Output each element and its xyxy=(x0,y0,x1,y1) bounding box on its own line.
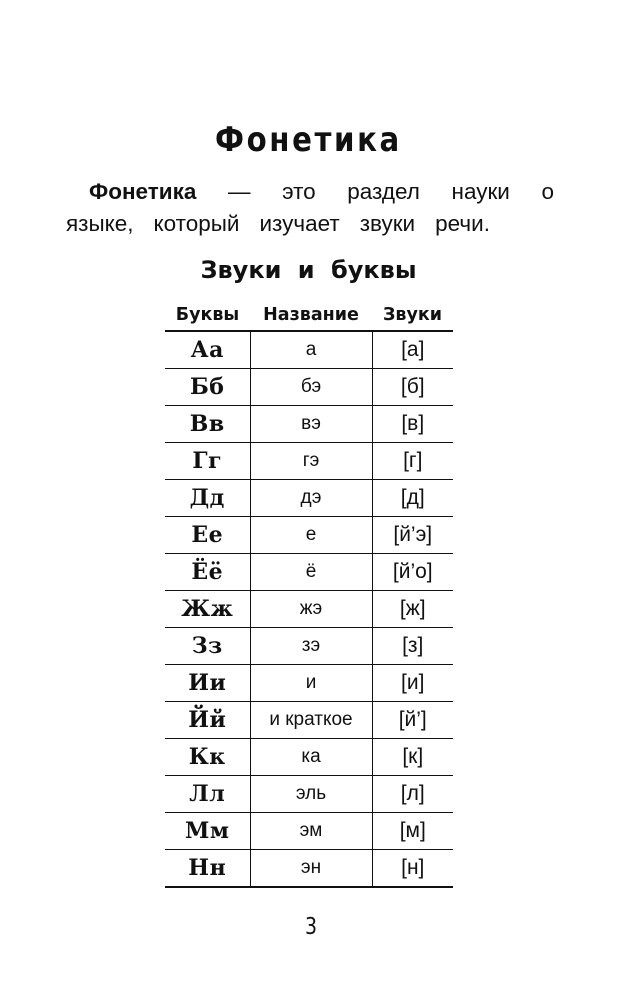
letter-name-cell: ё xyxy=(250,554,372,591)
page-number: 3 xyxy=(304,914,317,940)
intro-term: Фонетика xyxy=(89,179,197,204)
letter-cell: Бб xyxy=(165,369,250,406)
table-row xyxy=(165,591,453,628)
letter-name-cell: и краткое xyxy=(250,702,372,739)
table-row xyxy=(165,331,453,369)
intro-word: изучает xyxy=(259,211,340,236)
letter-name-cell: дэ xyxy=(250,480,372,517)
intro-word: о xyxy=(541,179,554,204)
letter-name-cell: жэ xyxy=(250,591,372,628)
sound-cell: [б] xyxy=(372,369,453,406)
sound-cell: [и] xyxy=(372,665,453,702)
letter-cell: Ее xyxy=(165,517,250,554)
table-row xyxy=(165,443,453,480)
column-header-letters: Буквы xyxy=(165,300,250,331)
letter-name-cell: ка xyxy=(250,739,372,776)
column-header-sounds: Звуки xyxy=(372,300,453,331)
intro-line-2 xyxy=(66,208,554,240)
letter-name-cell: бэ xyxy=(250,369,372,406)
sound-cell: [м] xyxy=(372,813,453,850)
sound-cell: [л] xyxy=(372,776,453,813)
intro-word: который xyxy=(153,211,240,236)
letter-cell: Кк xyxy=(165,739,250,776)
alphabet-table xyxy=(165,300,453,888)
intro-word: это xyxy=(282,179,316,204)
sound-cell: [а] xyxy=(372,331,453,369)
sound-cell: [з] xyxy=(372,628,453,665)
intro-word: звуки xyxy=(359,211,416,236)
letter-cell: Гг xyxy=(165,443,250,480)
letter-cell: Зз xyxy=(165,628,250,665)
intro-word: раздел xyxy=(347,179,420,204)
sound-cell: [н] xyxy=(372,850,453,888)
table-row xyxy=(165,517,453,554)
intro-word: науки xyxy=(451,179,510,204)
intro-word: речи. xyxy=(435,211,490,236)
table-row xyxy=(165,776,453,813)
letter-name-cell: эм xyxy=(250,813,372,850)
letter-cell: Вв xyxy=(165,406,250,443)
table-row xyxy=(165,406,453,443)
table-row xyxy=(165,850,453,888)
letter-cell: Мм xyxy=(165,813,250,850)
sound-cell: [й’о] xyxy=(372,554,453,591)
letter-name-cell: е xyxy=(250,517,372,554)
table-header-row xyxy=(165,300,453,331)
table-row xyxy=(165,739,453,776)
intro-word: языке, xyxy=(66,211,134,236)
letter-cell: Лл xyxy=(165,776,250,813)
table-row xyxy=(165,369,453,406)
letter-cell: Ёё xyxy=(165,554,250,591)
letter-cell: Аа xyxy=(165,331,250,369)
section-heading: Звуки и буквы xyxy=(200,256,417,284)
table-row xyxy=(165,554,453,591)
intro-line-1 xyxy=(66,176,554,208)
letter-name-cell: гэ xyxy=(250,443,372,480)
intro-word: — xyxy=(228,179,251,204)
letter-name-cell: а xyxy=(250,331,372,369)
sound-cell: [в] xyxy=(372,406,453,443)
letter-cell: Нн xyxy=(165,850,250,888)
letter-cell: Ии xyxy=(165,665,250,702)
sound-cell: [к] xyxy=(372,739,453,776)
table-row xyxy=(165,702,453,739)
sound-cell: [ж] xyxy=(372,591,453,628)
letter-cell: Жж xyxy=(165,591,250,628)
letter-cell: Йй xyxy=(165,702,250,739)
table-row xyxy=(165,665,453,702)
sound-cell: [й’э] xyxy=(372,517,453,554)
column-header-name: Название xyxy=(250,300,372,331)
letter-name-cell: и xyxy=(250,665,372,702)
intro-paragraph xyxy=(66,176,554,240)
table-row xyxy=(165,813,453,850)
letter-name-cell: вэ xyxy=(250,406,372,443)
letter-name-cell: эн xyxy=(250,850,372,888)
page-title: Фонетика xyxy=(215,120,402,160)
letter-cell: Дд xyxy=(165,480,250,517)
letter-name-cell: эль xyxy=(250,776,372,813)
table-row xyxy=(165,628,453,665)
letter-name-cell: зэ xyxy=(250,628,372,665)
sound-cell: [г] xyxy=(372,443,453,480)
table-row xyxy=(165,480,453,517)
sound-cell: [й’] xyxy=(372,702,453,739)
sound-cell: [д] xyxy=(372,480,453,517)
